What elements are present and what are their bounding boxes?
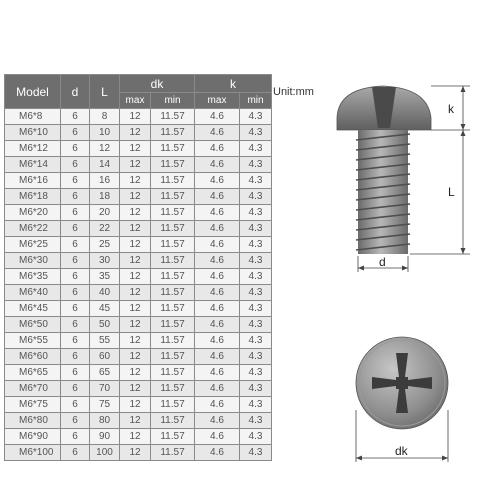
cell-model: M6*40 [5, 285, 61, 301]
cell-k-max: 4.6 [195, 253, 240, 269]
cell-k-max: 4.6 [195, 157, 240, 173]
cell-model: M6*22 [5, 221, 61, 237]
cell-dk-min: 11.57 [151, 333, 195, 349]
cell-dk-min: 11.57 [151, 157, 195, 173]
cell-L: 100 [90, 445, 120, 461]
cell-dk-min: 11.57 [151, 349, 195, 365]
cell-L: 55 [90, 333, 120, 349]
cell-d: 6 [61, 445, 90, 461]
cell-d: 6 [61, 365, 90, 381]
cell-d: 6 [61, 221, 90, 237]
cell-k-min: 4.3 [240, 413, 272, 429]
cell-k-min: 4.3 [240, 253, 272, 269]
cell-L: 40 [90, 285, 120, 301]
cell-d: 6 [61, 109, 90, 125]
cell-L: 14 [90, 157, 120, 173]
cell-model: M6*14 [5, 157, 61, 173]
header-k: k [195, 75, 272, 93]
cell-dk-max: 12 [120, 381, 151, 397]
cell-model: M6*60 [5, 349, 61, 365]
cell-dk-max: 12 [120, 237, 151, 253]
cell-dk-min: 11.57 [151, 189, 195, 205]
cell-L: 50 [90, 317, 120, 333]
cell-dk-min: 11.57 [151, 269, 195, 285]
cell-dk-min: 11.57 [151, 429, 195, 445]
cell-dk-max: 12 [120, 301, 151, 317]
cell-k-min: 4.3 [240, 365, 272, 381]
cell-model: M6*8 [5, 109, 61, 125]
cell-dk-min: 11.57 [151, 365, 195, 381]
cell-k-max: 4.6 [195, 317, 240, 333]
cell-k-min: 4.3 [240, 397, 272, 413]
cell-d: 6 [61, 141, 90, 157]
cell-model: M6*18 [5, 189, 61, 205]
cell-d: 6 [61, 317, 90, 333]
cell-L: 12 [90, 141, 120, 157]
cell-model: M6*75 [5, 397, 61, 413]
cell-k-max: 4.6 [195, 237, 240, 253]
header-k-min: min [240, 93, 272, 109]
cell-dk-max: 12 [120, 445, 151, 461]
cell-dk-max: 12 [120, 349, 151, 365]
cell-dk-max: 12 [120, 269, 151, 285]
cell-model: M6*35 [5, 269, 61, 285]
cell-dk-min: 11.57 [151, 221, 195, 237]
cell-L: 60 [90, 349, 120, 365]
cell-L: 35 [90, 269, 120, 285]
cell-dk-min: 11.57 [151, 109, 195, 125]
cell-dk-max: 12 [120, 429, 151, 445]
cell-k-max: 4.6 [195, 125, 240, 141]
cell-k-min: 4.3 [240, 221, 272, 237]
cell-model: M6*100 [5, 445, 61, 461]
cell-dk-max: 12 [120, 285, 151, 301]
cell-model: M6*55 [5, 333, 61, 349]
cell-k-min: 4.3 [240, 109, 272, 125]
cell-model: M6*90 [5, 429, 61, 445]
cell-k-max: 4.6 [195, 333, 240, 349]
cell-d: 6 [61, 157, 90, 173]
cell-k-max: 4.6 [195, 205, 240, 221]
cell-dk-min: 11.57 [151, 445, 195, 461]
cell-d: 6 [61, 285, 90, 301]
cell-L: 20 [90, 205, 120, 221]
cell-model: M6*80 [5, 413, 61, 429]
cell-dk-max: 12 [120, 141, 151, 157]
cell-k-max: 4.6 [195, 301, 240, 317]
cell-k-max: 4.6 [195, 413, 240, 429]
cell-dk-max: 12 [120, 157, 151, 173]
label-L: L [448, 185, 455, 199]
cell-k-min: 4.3 [240, 349, 272, 365]
cell-dk-max: 12 [120, 109, 151, 125]
cell-dk-min: 11.57 [151, 173, 195, 189]
cell-dk-max: 12 [120, 365, 151, 381]
cell-k-max: 4.6 [195, 397, 240, 413]
cell-k-min: 4.3 [240, 269, 272, 285]
cell-d: 6 [61, 189, 90, 205]
cell-L: 22 [90, 221, 120, 237]
header-dk: dk [120, 75, 195, 93]
cell-k-min: 4.3 [240, 285, 272, 301]
header-L: L [90, 75, 120, 109]
cell-d: 6 [61, 429, 90, 445]
cell-k-min: 4.3 [240, 317, 272, 333]
cell-k-min: 4.3 [240, 205, 272, 221]
cell-k-min: 4.3 [240, 125, 272, 141]
cell-model: M6*30 [5, 253, 61, 269]
cell-dk-min: 11.57 [151, 141, 195, 157]
cell-dk-max: 12 [120, 413, 151, 429]
cell-L: 25 [90, 237, 120, 253]
cell-model: M6*10 [5, 125, 61, 141]
cell-k-max: 4.6 [195, 285, 240, 301]
cell-k-max: 4.6 [195, 269, 240, 285]
cell-dk-max: 12 [120, 205, 151, 221]
cell-d: 6 [61, 333, 90, 349]
cell-L: 8 [90, 109, 120, 125]
cell-model: M6*45 [5, 301, 61, 317]
cell-L: 30 [90, 253, 120, 269]
cell-k-max: 4.6 [195, 173, 240, 189]
cell-dk-min: 11.57 [151, 301, 195, 317]
header-model: Model [5, 75, 61, 109]
cell-dk-max: 12 [120, 221, 151, 237]
cell-d: 6 [61, 381, 90, 397]
cell-dk-min: 11.57 [151, 125, 195, 141]
cell-d: 6 [61, 237, 90, 253]
label-k: k [448, 102, 454, 116]
cell-dk-min: 11.57 [151, 285, 195, 301]
cell-d: 6 [61, 397, 90, 413]
cell-L: 80 [90, 413, 120, 429]
cell-d: 6 [61, 349, 90, 365]
cell-k-min: 4.3 [240, 173, 272, 189]
cell-k-min: 4.3 [240, 157, 272, 173]
cell-k-min: 4.3 [240, 445, 272, 461]
label-dk: dk [395, 444, 408, 458]
cell-L: 70 [90, 381, 120, 397]
cell-model: M6*50 [5, 317, 61, 333]
cell-k-min: 4.3 [240, 301, 272, 317]
cell-k-max: 4.6 [195, 365, 240, 381]
cell-L: 16 [90, 173, 120, 189]
label-d: d [379, 255, 386, 269]
cell-d: 6 [61, 173, 90, 189]
header-k-max: max [195, 93, 240, 109]
cell-L: 90 [90, 429, 120, 445]
cell-L: 10 [90, 125, 120, 141]
cell-k-min: 4.3 [240, 429, 272, 445]
cell-model: M6*20 [5, 205, 61, 221]
cell-dk-min: 11.57 [151, 253, 195, 269]
cell-k-min: 4.3 [240, 237, 272, 253]
cell-k-min: 4.3 [240, 189, 272, 205]
cell-k-max: 4.6 [195, 429, 240, 445]
header-dk-max: max [120, 93, 151, 109]
cell-L: 75 [90, 397, 120, 413]
cell-dk-min: 11.57 [151, 413, 195, 429]
cell-d: 6 [61, 413, 90, 429]
cell-dk-min: 11.57 [151, 205, 195, 221]
header-d: d [61, 75, 90, 109]
cell-k-min: 4.3 [240, 381, 272, 397]
cell-k-max: 4.6 [195, 445, 240, 461]
cell-k-max: 4.6 [195, 109, 240, 125]
cell-d: 6 [61, 301, 90, 317]
cell-model: M6*16 [5, 173, 61, 189]
cell-d: 6 [61, 205, 90, 221]
cell-model: M6*70 [5, 381, 61, 397]
cell-k-min: 4.3 [240, 333, 272, 349]
cell-dk-max: 12 [120, 173, 151, 189]
cell-k-max: 4.6 [195, 381, 240, 397]
cell-dk-min: 11.57 [151, 397, 195, 413]
cell-L: 45 [90, 301, 120, 317]
cell-model: M6*12 [5, 141, 61, 157]
cell-k-min: 4.3 [240, 141, 272, 157]
unit-label: Unit:mm [272, 75, 332, 109]
cell-d: 6 [61, 269, 90, 285]
header-dk-min: min [151, 93, 195, 109]
cell-model: M6*65 [5, 365, 61, 381]
cell-dk-max: 12 [120, 333, 151, 349]
cell-k-max: 4.6 [195, 349, 240, 365]
cell-dk-max: 12 [120, 317, 151, 333]
cell-dk-min: 11.57 [151, 317, 195, 333]
cell-L: 18 [90, 189, 120, 205]
cell-model: M6*25 [5, 237, 61, 253]
cell-dk-min: 11.57 [151, 381, 195, 397]
cell-dk-min: 11.57 [151, 237, 195, 253]
cell-d: 6 [61, 253, 90, 269]
cell-dk-max: 12 [120, 189, 151, 205]
cell-L: 65 [90, 365, 120, 381]
cell-k-max: 4.6 [195, 221, 240, 237]
cell-d: 6 [61, 125, 90, 141]
cell-dk-max: 12 [120, 253, 151, 269]
cell-dk-max: 12 [120, 125, 151, 141]
cell-k-max: 4.6 [195, 141, 240, 157]
cell-dk-max: 12 [120, 397, 151, 413]
cell-k-max: 4.6 [195, 189, 240, 205]
